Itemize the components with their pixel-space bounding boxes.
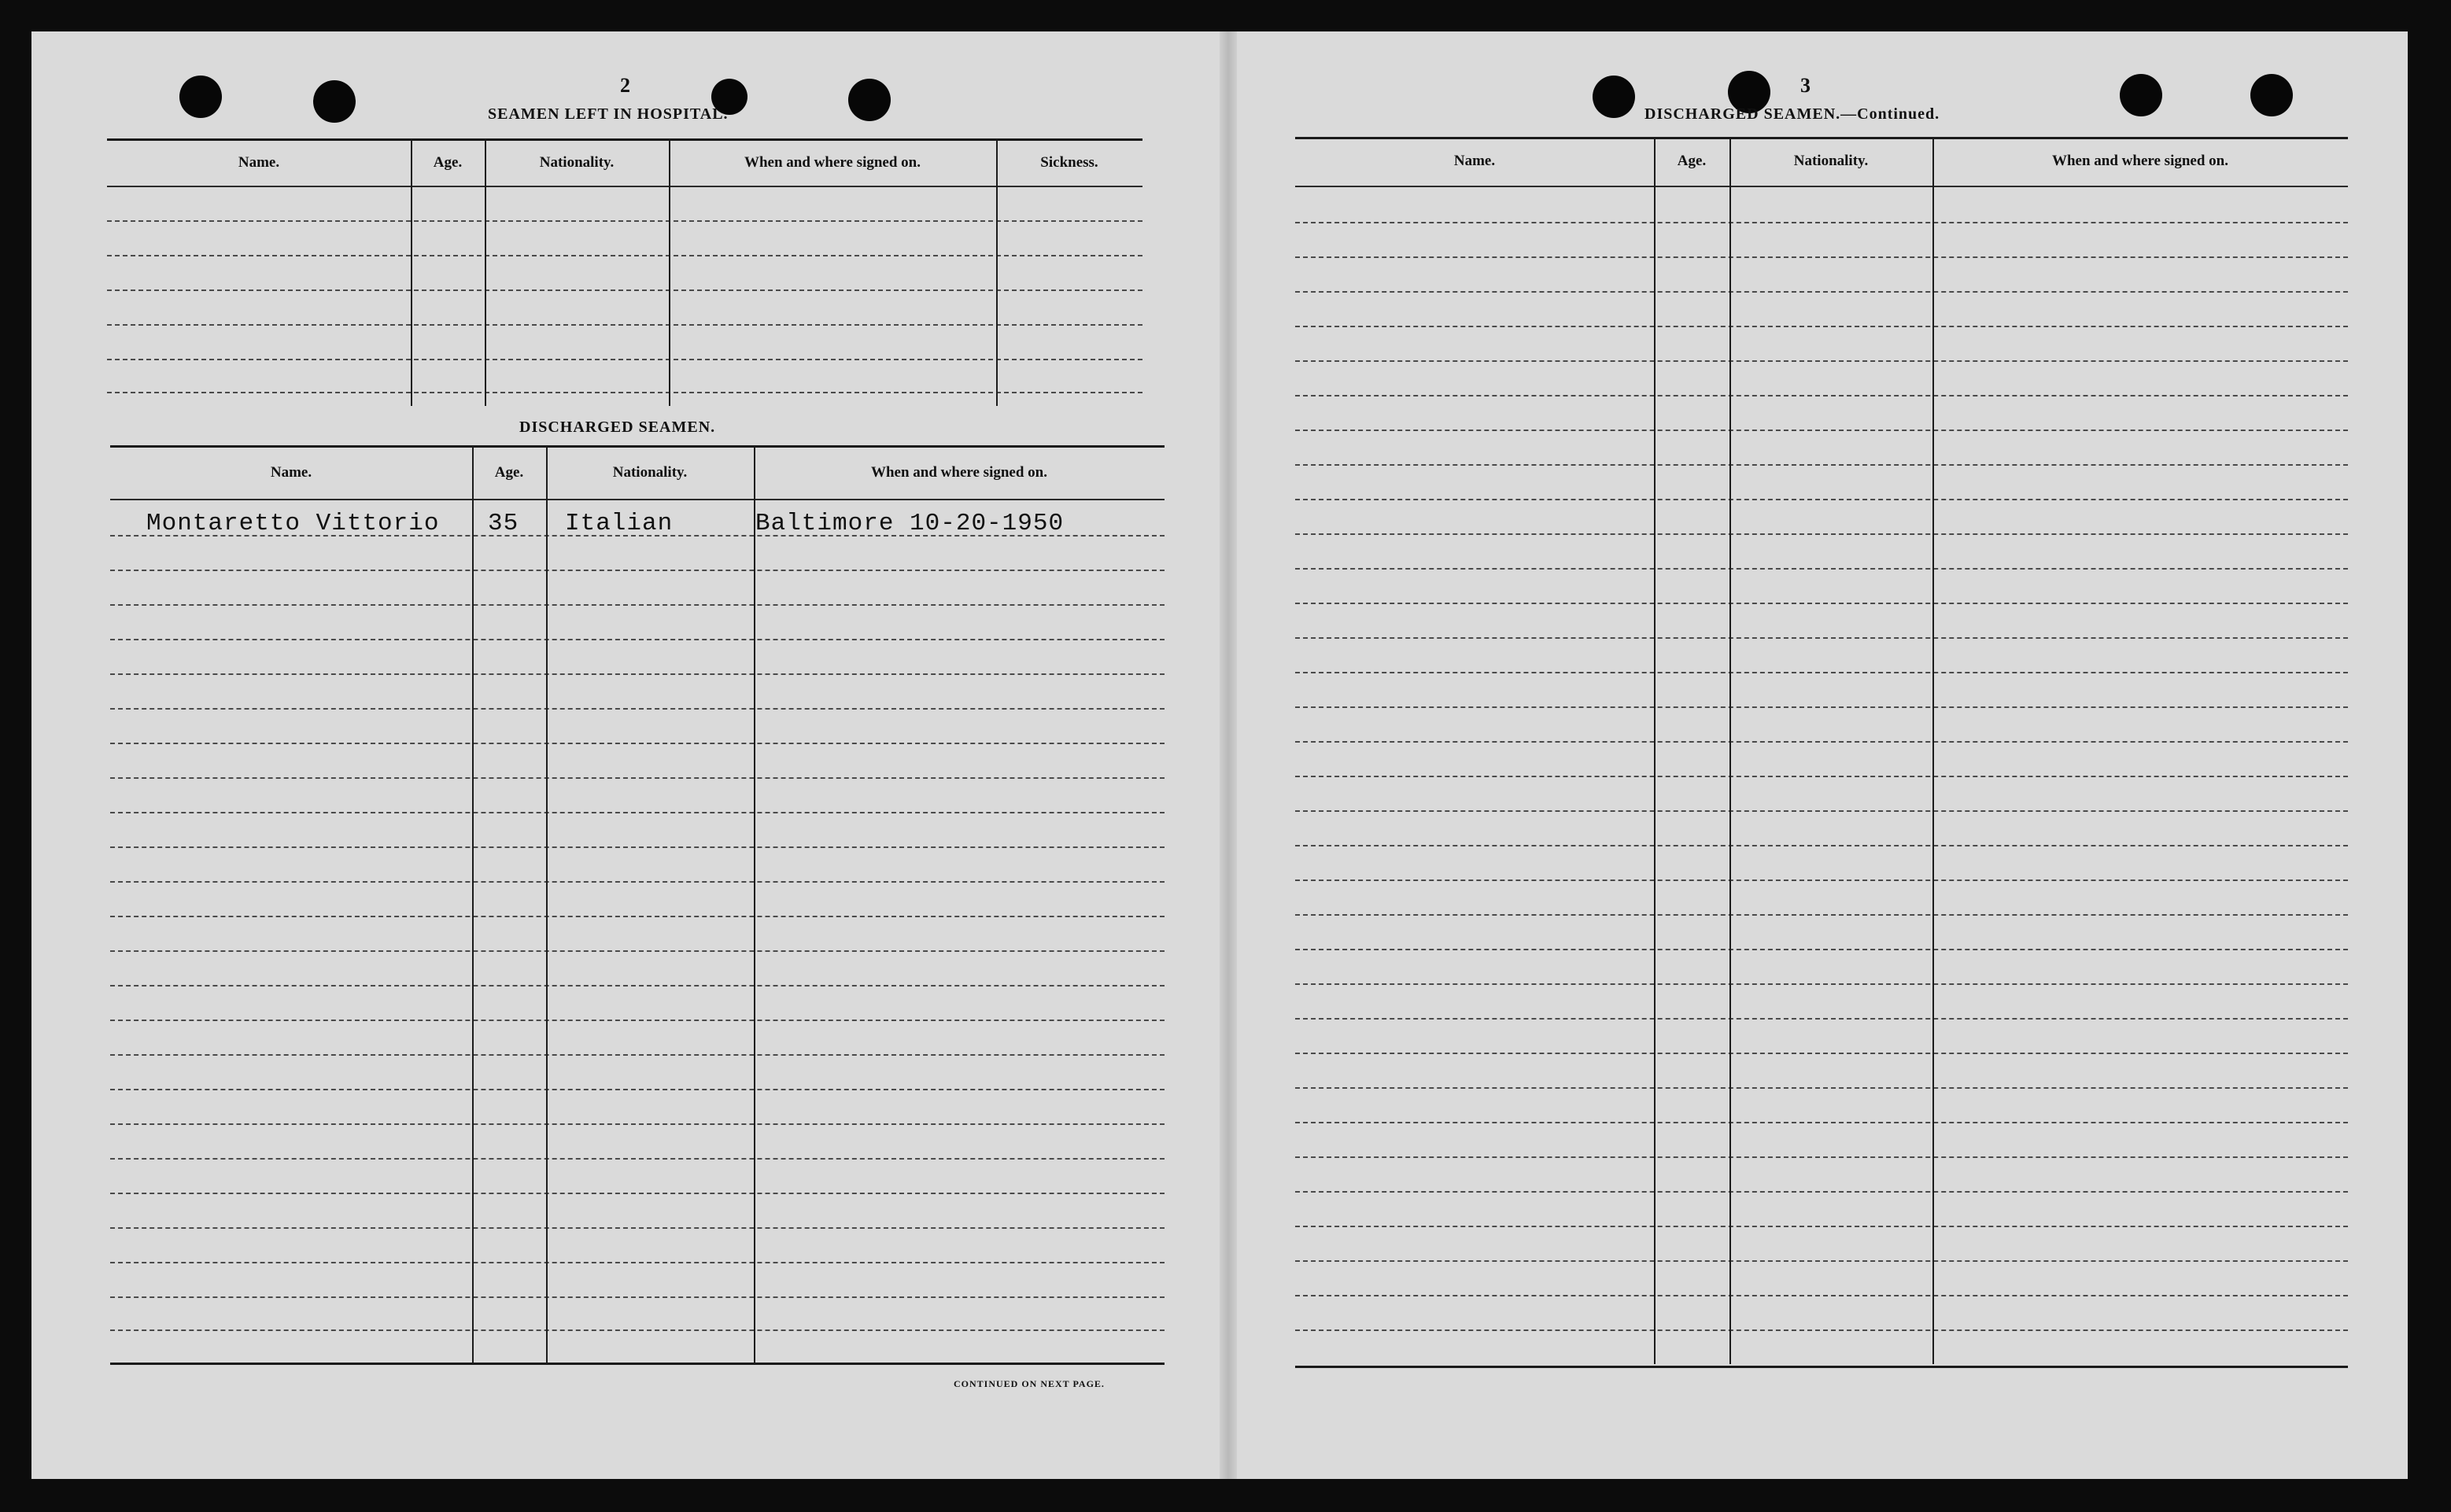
discharged-section-title: DISCHARGED SEAMEN.: [519, 419, 716, 436]
hospital-col-signed-on: When and where signed on.: [744, 154, 921, 171]
punch-hole: [2120, 74, 2162, 116]
continued-footer: CONTINUED ON NEXT PAGE.: [954, 1378, 1105, 1389]
hospital-col-sickness: Sickness.: [1040, 154, 1098, 171]
discharged-table-right: [1295, 137, 2348, 1372]
punch-hole: [848, 79, 891, 121]
punch-hole: [1593, 76, 1635, 118]
punch-hole: [179, 76, 222, 118]
right-col-age: Age.: [1677, 153, 1707, 169]
right-col-signed-on: When and where signed on.: [2051, 153, 2228, 169]
hospital-table: [107, 138, 1142, 406]
hospital-section-title: SEAMEN LEFT IN HOSPITAL.: [488, 105, 729, 123]
seaman-name: Montaretto Vittorio: [146, 510, 440, 537]
hospital-col-name: Name.: [238, 154, 280, 171]
page-number-left: 2: [620, 74, 630, 97]
seaman-signed-on: Baltimore 10-20-1950: [755, 510, 1065, 537]
seaman-nationality: Italian: [565, 510, 674, 537]
hospital-col-age: Age.: [433, 154, 463, 171]
discharged-continued-title: DISCHARGED SEAMEN.—Continued.: [1644, 105, 1940, 123]
discharged-table-left: [110, 445, 1165, 1367]
seaman-age: 35: [488, 510, 519, 537]
page-fold: [1220, 31, 1237, 1479]
discharged-col-age: Age.: [494, 464, 524, 481]
page-number-right: 3: [1800, 74, 1811, 97]
right-col-name: Name.: [1453, 153, 1496, 169]
discharged-col-nationality: Nationality.: [612, 464, 688, 481]
discharged-col-name: Name.: [270, 464, 312, 481]
punch-hole: [313, 80, 356, 123]
right-col-nationality: Nationality.: [1793, 153, 1869, 169]
hospital-col-nationality: Nationality.: [539, 154, 615, 171]
punch-hole: [2250, 74, 2293, 116]
discharged-col-signed-on: When and where signed on.: [870, 464, 1047, 481]
